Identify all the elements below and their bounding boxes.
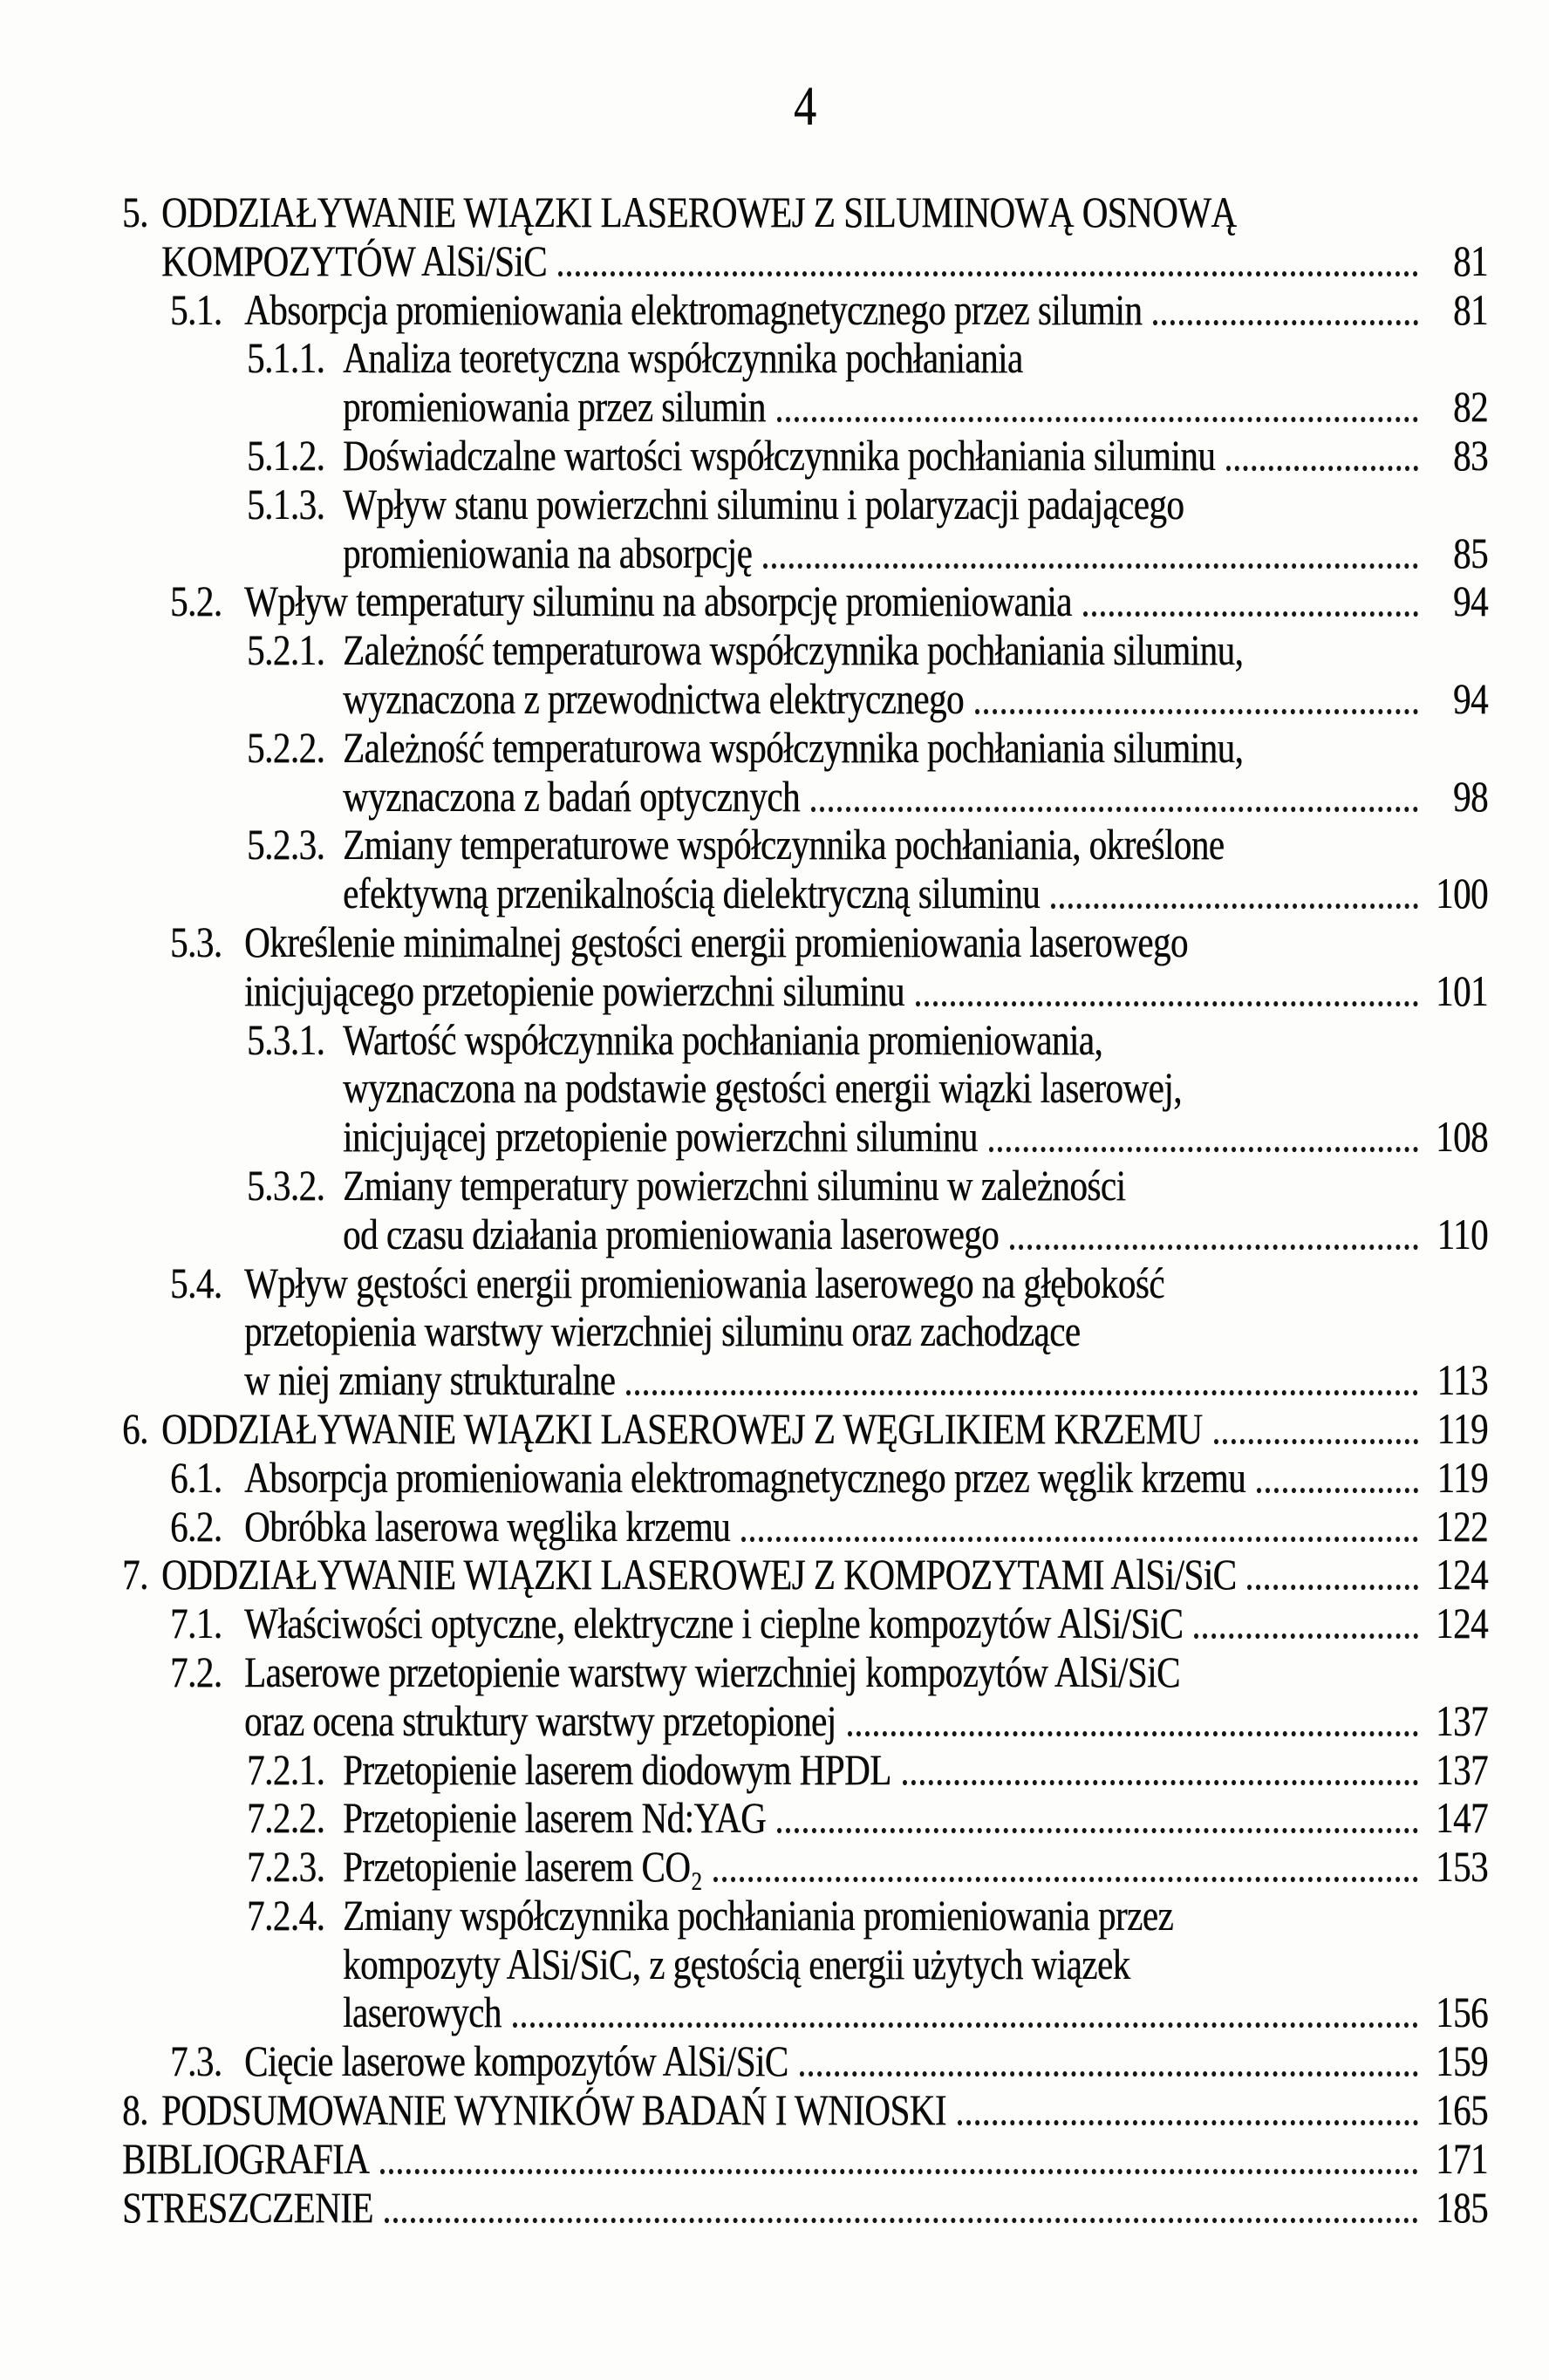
dot-leader: [713, 1838, 1418, 1882]
toc-entry-number: 7.2.1.: [247, 1744, 325, 1794]
dot-leader: [1194, 1594, 1418, 1639]
toc-entry-title: Przetopienie laserem CO₂: [343, 1841, 703, 1891]
dot-leader: [513, 1983, 1418, 2028]
toc-entry-title: STRESZCZENIE: [122, 2182, 373, 2232]
toc-entry-title: Doświadczalne wartości współczynnika pochłaniania siluminu: [343, 430, 1216, 480]
toc-entry-page: 124: [1436, 1550, 1488, 1599]
toc-entry-number: 7.3.: [170, 2036, 222, 2086]
dot-leader: [1083, 572, 1418, 617]
toc-entry-page: 101: [1436, 965, 1488, 1015]
dot-leader: [558, 232, 1418, 276]
dot-leader: [385, 2179, 1418, 2223]
toc-entry-title: ODDZIAŁYWANIE WIĄZKI LASEROWEJ Z WĘGLIKIEM KRZEMU: [161, 1403, 1203, 1453]
dot-leader: [848, 1692, 1418, 1736]
toc-entry-number: 7.1.: [170, 1598, 222, 1647]
dot-leader: [1214, 1400, 1418, 1444]
toc-entry-title: Właściwości optyczne, elektryczne i cieplne kompozytów AlSi/SiC: [244, 1598, 1184, 1647]
toc-entry-page: 85: [1453, 528, 1488, 577]
toc-entry-page: 147: [1436, 1793, 1488, 1843]
toc-entry-number: 6.: [122, 1403, 148, 1453]
toc-entry-title: BIBLIOGRAFIA: [122, 2133, 370, 2183]
toc-entry-title: Wpływ stanu powierzchni siluminu i polaryzacji padającego: [343, 479, 1184, 529]
toc-entry-number: 5.3.1.: [247, 1014, 325, 1064]
page-number-top: 4: [794, 76, 816, 138]
toc-entry-title: Określenie minimalnej gęstości energii promieniowania laserowego: [244, 917, 1188, 966]
toc-entry-title: Wartość współczynnika pochłaniania promieniowania,: [343, 1014, 1103, 1064]
toc-entry-number: 7.2.2.: [247, 1793, 325, 1843]
toc-row: [0, 2179, 1488, 2238]
toc-entry-title: KOMPOZYTÓW AlSi/SiC: [161, 235, 547, 285]
toc-entry-title: Zmiany współczynnika pochłaniania promieniowania przez: [343, 1890, 1174, 1940]
toc-entry-title: Analiza teoretyczna współczynnika pochłaniania: [343, 333, 1023, 383]
toc-entry-title: w niej zmiany strukturalne: [244, 1354, 616, 1404]
toc-entry-page: 185: [1436, 2182, 1488, 2232]
toc-entry-number: 5.1.: [170, 284, 222, 334]
toc-entry-page: 94: [1453, 576, 1488, 626]
toc-entry-title: inicjującego przetopienie powierzchni siluminu: [244, 965, 904, 1015]
toc-entry-page: 171: [1436, 2133, 1488, 2183]
dot-leader: [626, 1351, 1418, 1395]
toc-entry-page: 108: [1436, 1111, 1488, 1162]
toc-entry-page: 81: [1453, 235, 1488, 285]
toc-entry-title: wyznaczona z badań optycznych: [343, 771, 800, 821]
dot-leader: [741, 1497, 1418, 1541]
toc-entry-title: inicjującej przetopienie powierzchni siluminu: [343, 1111, 978, 1162]
dot-leader: [1051, 864, 1418, 909]
toc-entry-title: ODDZIAŁYWANIE WIĄZKI LASEROWEJ Z SILUMINOWĄ OSNOWĄ: [161, 187, 1237, 236]
dot-leader: [1257, 1449, 1418, 1493]
dot-leader: [958, 2081, 1418, 2125]
toc-entry-page: 156: [1436, 1988, 1488, 2037]
dot-leader: [1226, 426, 1418, 471]
toc-entry-number: 6.2.: [170, 1501, 222, 1551]
dot-leader: [777, 1789, 1418, 1833]
toc-entry-title: Wpływ temperatury siluminu na absorpcję promieniowania: [244, 576, 1072, 626]
toc-entry-title: Zmiany temperatury powierzchni siluminu w zależności: [343, 1160, 1126, 1210]
toc-entry-page: 81: [1453, 284, 1488, 334]
toc-entry-number: 7.2.: [170, 1647, 222, 1696]
toc-entry-number: 8.: [122, 2084, 148, 2134]
toc-entry-title: Absorpcja promieniowania elektromagnetycznego przez węglik krzemu: [244, 1452, 1246, 1502]
toc-entry-page: 122: [1436, 1501, 1488, 1551]
toc-entry-title: Absorpcja promieniowania elektromagnetycznego przez silumin: [244, 284, 1143, 334]
toc-entry-title: Obróbka laserowa węglika krzemu: [244, 1501, 731, 1551]
toc-entry-title: Zależność temperaturowa współczynnika pochłaniania siluminu,: [343, 722, 1244, 772]
toc-entry-page: 83: [1453, 430, 1488, 480]
toc-entry-number: 5.3.: [170, 917, 222, 966]
toc-entry-title: efektywną przenikalnością dielektryczną siluminu: [343, 868, 1041, 918]
dot-leader: [1010, 1205, 1418, 1250]
toc-entry-number: 7.2.3.: [247, 1841, 325, 1891]
toc-entry-page: 119: [1436, 1452, 1488, 1502]
toc-entry-title: Przetopienie laserem Nd:YAG: [343, 1793, 767, 1843]
toc-entry-title: Zmiany temperaturowe współczynnika pochłaniania, określone: [343, 820, 1225, 869]
toc-entry-page: 110: [1436, 1209, 1488, 1258]
dot-leader: [903, 1740, 1418, 1784]
toc-entry-number: 6.1.: [170, 1452, 222, 1502]
toc-entry-title: promieniowania przez silumin: [343, 381, 766, 432]
toc-entry-page: 124: [1436, 1598, 1488, 1647]
toc-entry-number: 7.2.4.: [247, 1890, 325, 1940]
dot-leader: [380, 2130, 1418, 2174]
toc-entry-title: Zależność temperaturowa współczynnika pochłaniania siluminu,: [343, 624, 1244, 675]
toc-entry-title: promieniowania na absorpcję: [343, 528, 753, 577]
toc-entry-title: od czasu działania promieniowania laserowego: [343, 1209, 1000, 1258]
toc-entry-number: 5.4.: [170, 1258, 222, 1307]
toc-entry-number: 5.2.3.: [247, 820, 325, 869]
toc-entry-page: 94: [1453, 673, 1488, 723]
toc-entry-number: 5.1.3.: [247, 479, 325, 529]
toc-entry-title: wyznaczona z przewodnictwa elektrycznego: [343, 673, 964, 723]
toc-entry-number: 5.1.1.: [247, 333, 325, 383]
toc-entry-number: 5.1.2.: [247, 430, 325, 480]
toc-entry-number: 5.: [122, 187, 148, 236]
toc-entry-title: PODSUMOWANIE WYNIKÓW BADAŃ I WNIOSKI: [161, 2084, 946, 2134]
toc-entry-title: Przetopienie laserem diodowym HPDL: [343, 1744, 891, 1794]
toc-entry-title: kompozyty AlSi/SiC, z gęstością energii użytych wiązek: [343, 1939, 1130, 1988]
dot-leader: [777, 378, 1418, 422]
dot-leader: [1247, 1545, 1418, 1590]
toc-entry-number: 5.2.2.: [247, 722, 325, 772]
toc-entry-page: 159: [1436, 2036, 1488, 2086]
table-of-contents: [0, 188, 1488, 2232]
toc-entry-page: 113: [1436, 1354, 1488, 1404]
toc-entry-number: 5.2.1.: [247, 624, 325, 675]
toc-entry-title: oraz ocena struktury warstwy przetopionej: [244, 1695, 836, 1745]
dot-leader: [1153, 280, 1418, 324]
toc-entry-page: 137: [1436, 1695, 1488, 1745]
toc-entry-page: 153: [1436, 1841, 1488, 1891]
toc-entry-number: 5.3.2.: [247, 1160, 325, 1210]
toc-entry-title: Laserowe przetopienie warstwy wierzchniej kompozytów AlSi/SiC: [244, 1647, 1180, 1696]
dot-leader: [811, 767, 1418, 811]
toc-entry-title: Cięcie laserowe kompozytów AlSi/SiC: [244, 2036, 788, 2086]
dot-leader: [916, 962, 1418, 1006]
toc-entry-page: 137: [1436, 1744, 1488, 1794]
dot-leader: [800, 2032, 1418, 2077]
toc-entry-number: 7.: [122, 1550, 148, 1599]
toc-entry-title: przetopienia warstwy wierzchniej siluminu oraz zachodzące: [244, 1306, 1081, 1356]
dot-leader: [989, 1108, 1418, 1152]
toc-entry-number: 5.2.: [170, 576, 222, 626]
toc-entry-page: 100: [1436, 868, 1488, 918]
toc-entry-title: laserowych: [343, 1988, 502, 2037]
toc-entry-title: ODDZIAŁYWANIE WIĄZKI LASEROWEJ Z KOMPOZYTAMI AlSi/SiC: [161, 1550, 1237, 1599]
toc-entry-page: 82: [1453, 381, 1488, 432]
toc-entry-title: wyznaczona na podstawie gęstości energii wiązki laserowej,: [343, 1063, 1182, 1113]
toc-entry-page: 165: [1436, 2084, 1488, 2134]
dot-leader: [975, 670, 1418, 714]
toc-entry-page: 98: [1453, 771, 1488, 821]
toc-entry-page: 119: [1436, 1403, 1488, 1453]
toc-entry-title: Wpływ gęstości energii promieniowania laserowego na głębokość: [244, 1258, 1164, 1307]
dot-leader: [763, 523, 1418, 568]
